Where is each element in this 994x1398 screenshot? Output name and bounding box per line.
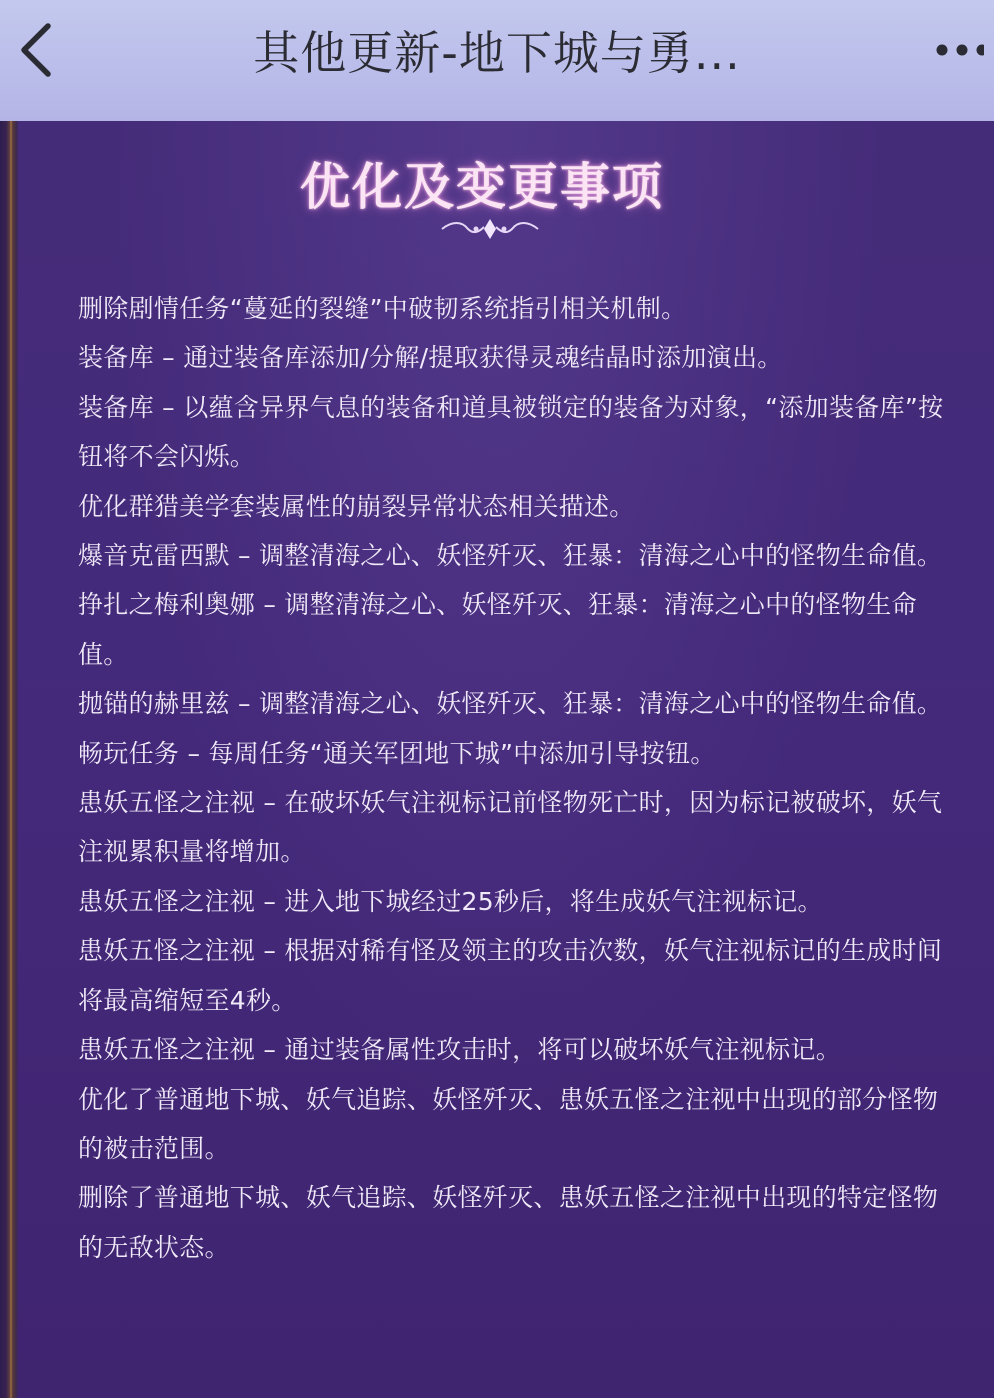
- update-note: 畅玩任务 – 每周任务“通关军团地下城”中添加引导按钮。: [78, 738, 716, 768]
- update-note: 患妖五怪之注视 – 根据对稀有怪及领主的攻击次数，妖气注视标记的生成时间将最高缩短至4秒。: [78, 936, 943, 1015]
- update-note: 删除剧情任务“蔓延的裂缝”中破韧系统指引相关机制。: [78, 294, 687, 323]
- update-note: 爆音克雷西默 – 调整清海之心、妖怪歼灭、狂暴：清海之心中的怪物生命值。: [78, 541, 943, 571]
- update-note: 装备库 – 以蕴含异界气息的装备和道具被锁定的装备为对象，“添加装备库”按钮将不会闪烁。: [78, 392, 944, 472]
- section-heading: 优化及变更事项: [300, 157, 664, 216]
- back-button[interactable]: [8, 18, 64, 82]
- update-note: 删除了普通地下城、妖气追踪、妖怪歼灭、患妖五怪之注视中出现的特定怪物的无敌状态。: [78, 1183, 939, 1262]
- update-note: 患妖五怪之注视 – 通过装备属性攻击时，将可以破坏妖气注视标记。: [78, 1035, 841, 1065]
- article-content: [0, 121, 994, 1398]
- update-note: 挣扎之梅利奥娜 – 调整清海之心、妖怪歼灭、狂暴：清海之心中的怪物生命值。: [78, 590, 917, 669]
- more-dots-icon: [934, 40, 984, 60]
- more-options-button[interactable]: [934, 28, 994, 72]
- update-note: 优化了普通地下城、妖气追踪、妖怪歼灭、患妖五怪之注视中出现的部分怪物的被击范围。: [78, 1084, 939, 1163]
- update-note: 患妖五怪之注视 – 在破坏妖气注视标记前怪物死亡时，因为标记被破坏，妖气注视累积量将增加。: [78, 788, 943, 867]
- top-navigation-bar: [0, 0, 994, 121]
- update-note: 装备库 – 通过装备库添加/分解/提取获得灵魂结晶时添加演出。: [78, 343, 783, 373]
- update-note: 优化群猎美学套装属性的崩裂异常状态相关描述。: [78, 491, 635, 521]
- update-note: 患妖五怪之注视 – 进入地下城经过25秒后，将生成妖气注视标记。: [78, 886, 823, 916]
- page-title: 其他更新-地下城与勇...: [253, 26, 741, 80]
- decorative-left-border: [0, 121, 18, 1398]
- ornament-divider-icon: [150, 217, 830, 241]
- update-note: 抛锚的赫里兹 – 调整清海之心、妖怪歼灭、狂暴：清海之心中的怪物生命值。: [78, 689, 943, 719]
- update-notes-list: [78, 284, 948, 1272]
- chevron-left-icon: [16, 20, 56, 80]
